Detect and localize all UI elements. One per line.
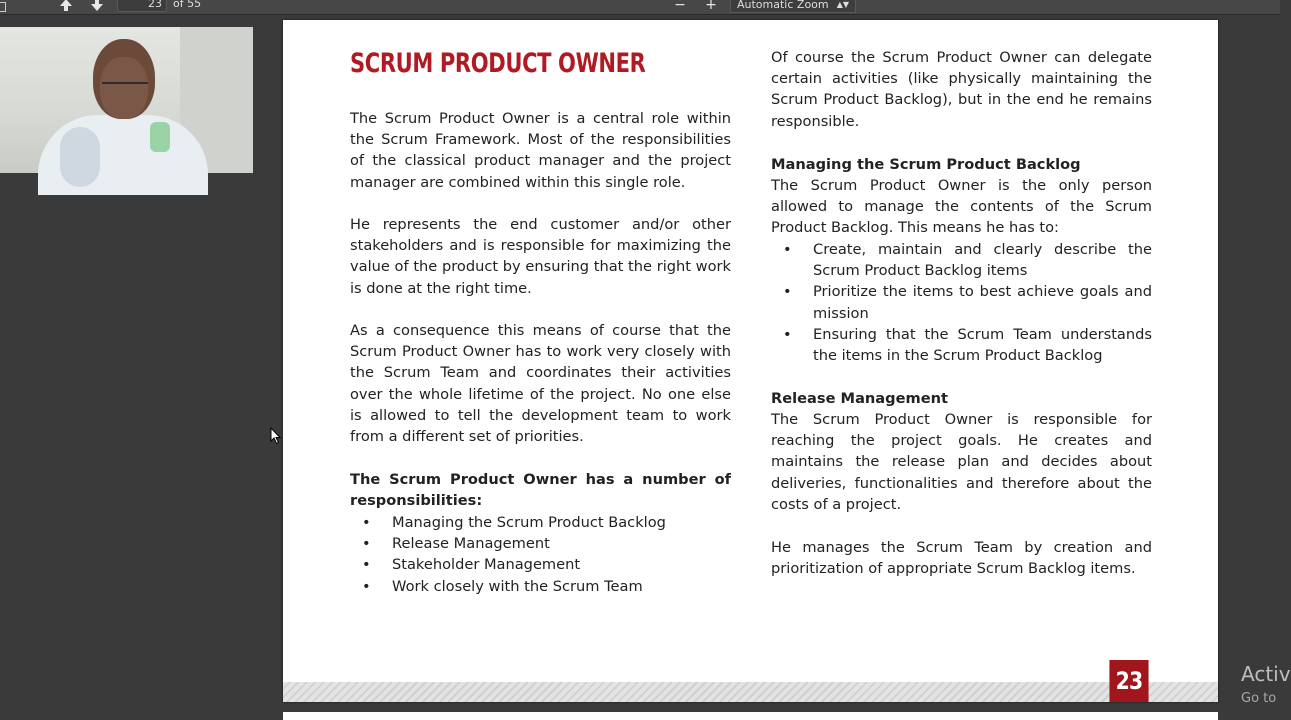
next-pdf-page (283, 712, 1218, 720)
pdf-toolbar (0, 0, 1280, 15)
page-footer-stripe (283, 682, 1218, 702)
page-number-badge: 23 (1109, 660, 1148, 702)
mouse-cursor-icon (270, 427, 282, 445)
backlog-list (771, 239, 1152, 366)
zoom-value: Automatic Zoom (737, 0, 829, 11)
release-paragraph: The Scrum Product Owner is responsible for reaching the project goals. He creates and maintains the release plan and decides about deliveries, functionalities and therefore about the costs of a project. (771, 411, 1152, 513)
select-arrows-icon: ▲▼ (836, 0, 849, 9)
intro-paragraph: The Scrum Product Owner is a central role within the Scrum Framework. Most of the responsibilities of the classical product manager and the project manager are combined within this single role. (350, 110, 731, 191)
zoom-in-button[interactable]: + (705, 0, 717, 13)
list-item: • Prioritize the items to best achieve goals and mission (771, 281, 1152, 323)
webcam-shirt-shade (60, 127, 100, 187)
activation-watermark-subtitle: Go to (1241, 691, 1277, 706)
page-number-input[interactable]: 23 (117, 0, 167, 12)
list-item: • Work closely with the Scrum Team (350, 576, 731, 597)
list-item: • Stakeholder Management (350, 554, 731, 575)
arrow-down-icon (90, 0, 104, 12)
backlog-paragraph: The Scrum Product Owner is the only person allowed to manage the contents of the Scrum Product Backlog. This means he has to: (771, 177, 1152, 237)
list-item: • Release Management (350, 533, 731, 554)
list-item: • Managing the Scrum Product Backlog (350, 512, 731, 533)
next-page-button[interactable] (86, 0, 108, 14)
page-count: of 55 (173, 0, 202, 10)
list-item: • Create, maintain and clearly describe the Scrum Product Backlog items (771, 239, 1152, 281)
webcam-shirt-detail (150, 122, 170, 152)
consequence-paragraph: As a consequence this means of course that the Scrum Product Owner has to work very closely with the Scrum Team and coordinates their activities over the whole lifetime of the project. No one else is allowed to tell the development team to work from a different set of priorities. (350, 322, 731, 446)
team-paragraph: He manages the Scrum Team by creation and prioritization of appropriate Scrum Backlog items. (771, 539, 1152, 578)
delegate-paragraph: Of course the Scrum Product Owner can delegate certain activities (like physically maintaining the Scrum Product Backlog), but in the end he remains responsible. (771, 49, 1152, 130)
page-title: SCRUM PRODUCT OWNER (350, 48, 646, 79)
list-item: • Ensuring that the Scrum Team understands the items in the Scrum Product Backlog (771, 324, 1152, 366)
stakeholder-paragraph: He represents the end customer and/or other stakeholders and is responsible for maximizing the value of the product by ensuring that the right work is done at the right time. (350, 216, 731, 297)
responsibilities-list (350, 512, 731, 597)
zoom-out-button[interactable]: − (674, 0, 686, 13)
previous-page-button[interactable] (55, 0, 77, 14)
zoom-select[interactable] (730, 0, 856, 13)
release-heading: Release Management (771, 390, 948, 407)
webcam-person-glasses (102, 82, 148, 94)
sidebar-toggle-icon[interactable] (0, 2, 6, 12)
backlog-heading: Managing the Scrum Product Backlog (771, 156, 1081, 173)
webcam-video (0, 27, 253, 173)
arrow-up-icon (59, 0, 73, 12)
responsibilities-heading: The Scrum Product Owner has a number of responsibilities: (350, 471, 731, 510)
activation-watermark-title: Activ (1241, 662, 1291, 686)
